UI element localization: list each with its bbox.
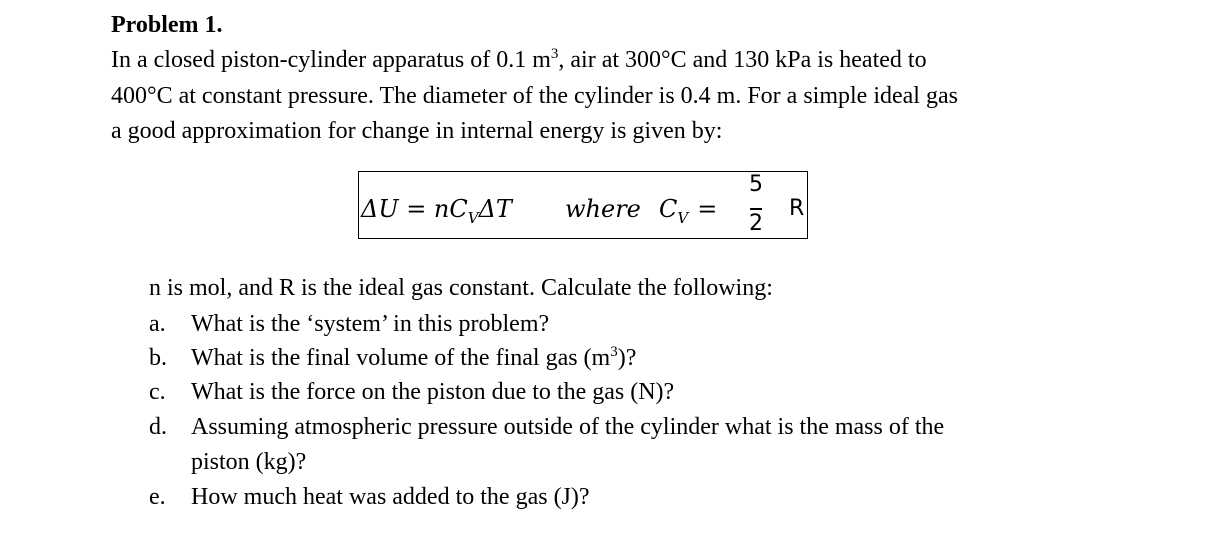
question-a-text: What is the ‘system’ in this problem?	[191, 311, 550, 337]
equation-where: where	[565, 195, 641, 223]
equation-equals: =	[697, 195, 718, 223]
questions-intro: n is mol, and R is the ideal gas constant. Calculate the following:	[149, 275, 773, 301]
equation-cv-subscript: V	[677, 209, 689, 227]
question-c-text: What is the force on the piston due to the gas (N)?	[191, 379, 675, 405]
question-b-marker: b.	[149, 345, 167, 371]
equation-lhs-tail: ΔT	[478, 195, 512, 223]
problem-paragraph-line: a good approximation for change in internal energy is given by:	[111, 118, 723, 144]
problem-paragraph-line: 400°C at constant pressure. The diameter of the cylinder is 0.4 m. For a simple ideal gas	[111, 83, 958, 109]
equation-lhs-subscript: V	[467, 209, 479, 227]
equation-lhs	[361, 194, 512, 227]
equation-lhs-main: ΔU = nC	[361, 195, 468, 223]
equation-r: R	[789, 196, 805, 221]
problem-title: Problem 1.	[111, 12, 223, 38]
equation-box	[358, 171, 808, 239]
question-c-marker: c.	[149, 379, 166, 405]
question-d-text-line2: piston (kg)?	[191, 449, 307, 475]
question-e-text: How much heat was added to the gas (J)?	[191, 484, 590, 510]
question-e-marker: e.	[149, 484, 166, 510]
question-d-marker: d.	[149, 414, 167, 440]
equation-cv-symbol: C	[659, 195, 678, 223]
problem-paragraph-line: In a closed piston-cylinder apparatus of 0.1 $m^3$, air at 300°C and 130 kPa is heated to	[111, 46, 927, 73]
fraction-bar	[750, 208, 762, 210]
question-a-marker: a.	[149, 311, 166, 337]
fraction-numerator: 5	[749, 172, 763, 197]
question-d-text-line1: Assuming atmospheric pressure outside of the cylinder what is the mass of the	[191, 414, 945, 440]
question-b-text: What is the final volume of the final gas $(m^3)$?	[191, 344, 637, 371]
equation-cv	[659, 194, 717, 227]
fraction-denominator: 2	[749, 211, 763, 236]
